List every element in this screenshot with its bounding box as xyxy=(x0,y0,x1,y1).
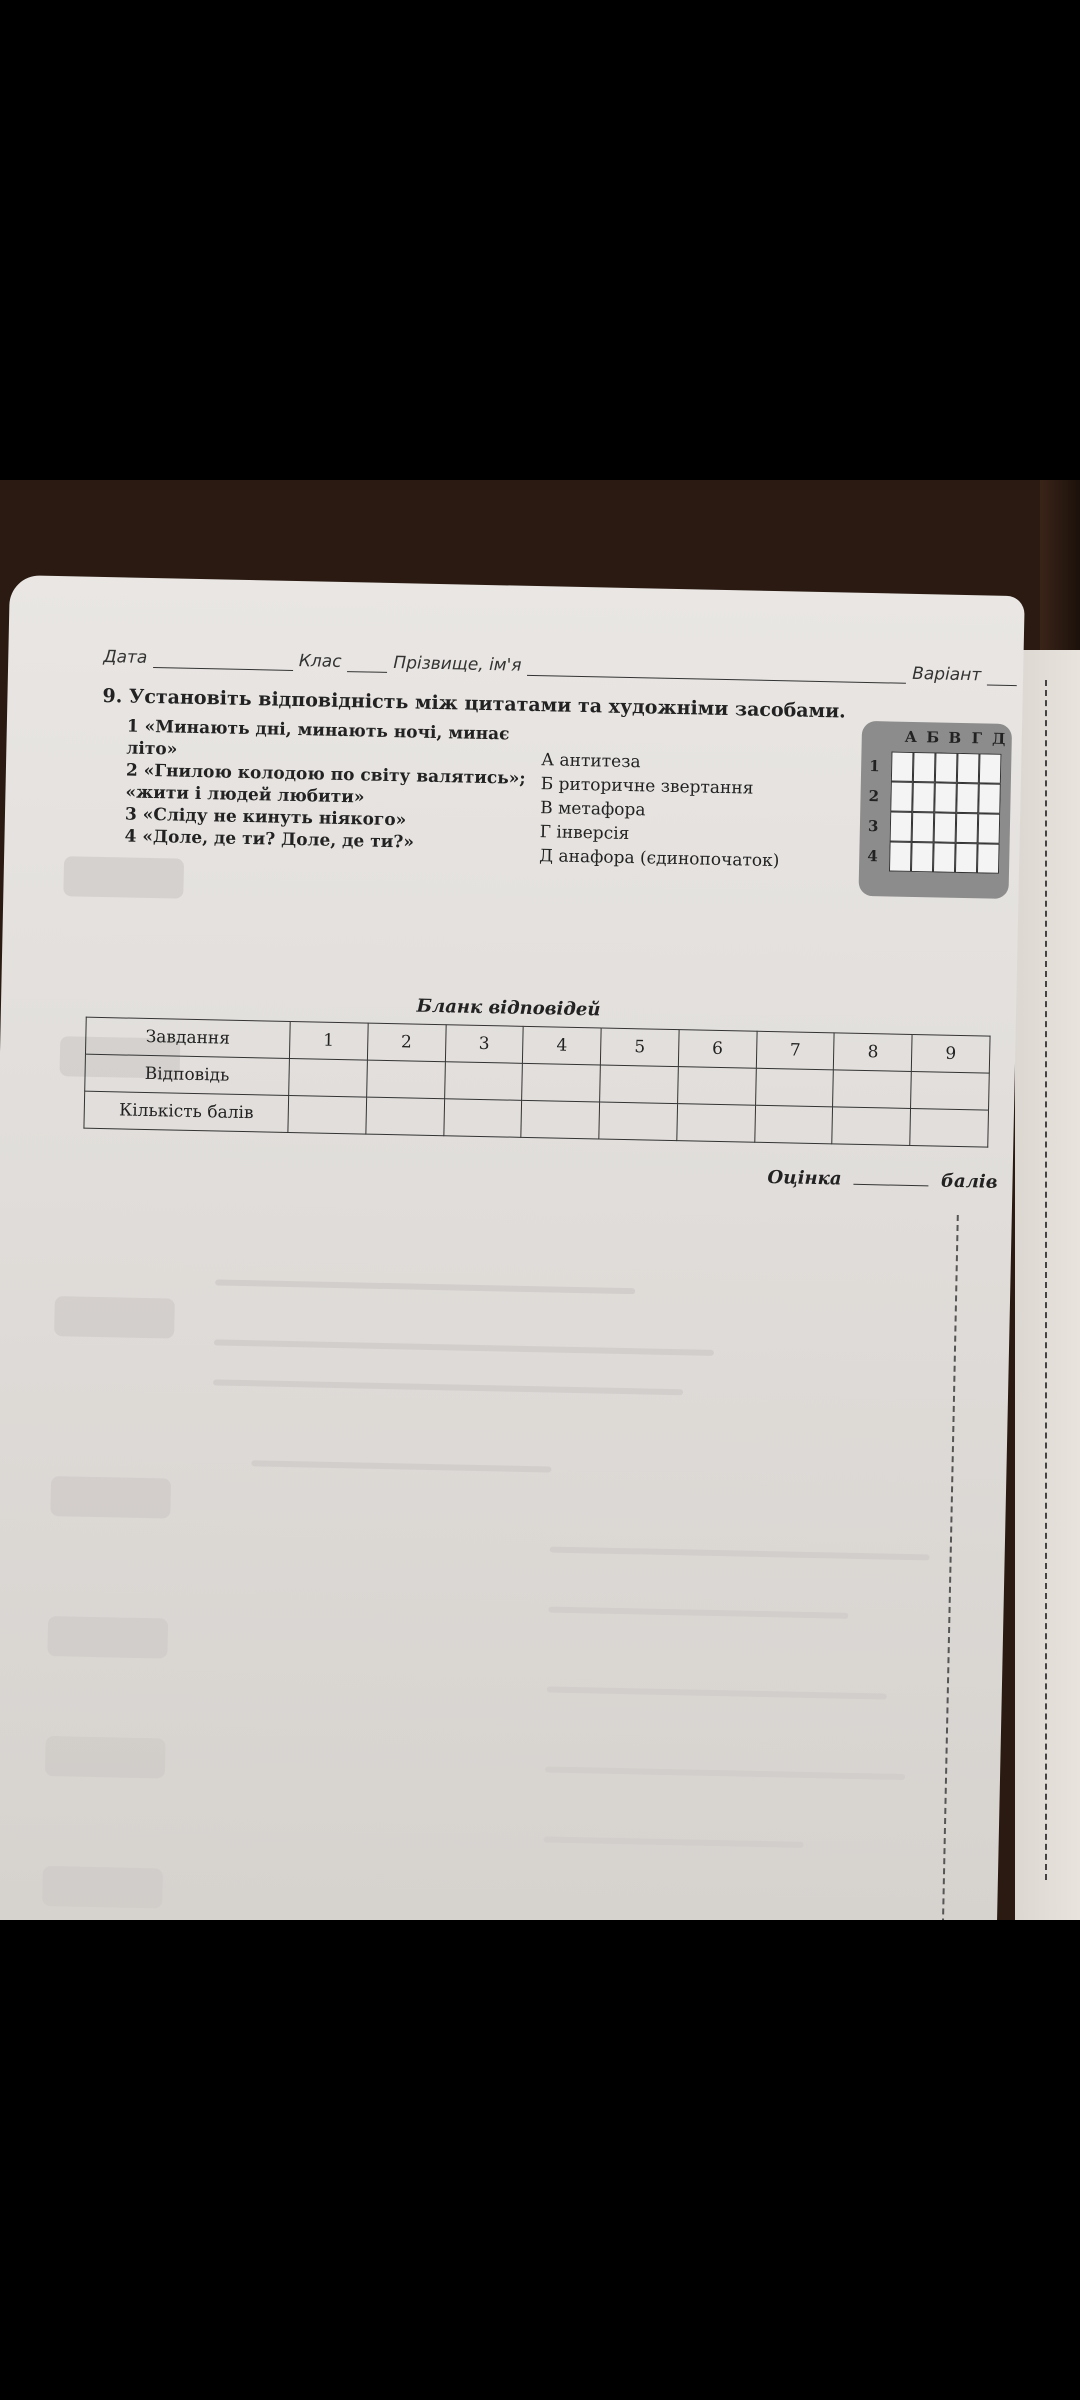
header-line xyxy=(103,647,1023,686)
date-label: Дата xyxy=(103,646,148,668)
workbook-page xyxy=(0,575,1025,1920)
option-item: А антитеза xyxy=(541,750,641,773)
table-row: Відповідь xyxy=(85,1054,990,1110)
matching-grid-rows: 1 2 3 4 xyxy=(867,757,880,866)
quote-item: 1 «Минають дні, минають ночі, минає літо» xyxy=(126,716,510,760)
grade-unit: балів xyxy=(940,1170,998,1193)
class-label: Клас xyxy=(298,651,342,672)
option-item: Г інверсія xyxy=(539,822,630,845)
variant-label: Варіант xyxy=(911,663,982,686)
class-field[interactable] xyxy=(347,655,387,673)
name-field[interactable] xyxy=(527,659,906,684)
grade-line xyxy=(767,1166,997,1193)
photo-background xyxy=(0,480,1080,1920)
matching-grid xyxy=(858,721,1012,899)
quote-item: 2 «Гнилою колодою по світу валятись»; «жити і людей любити» xyxy=(125,760,526,808)
page-stack-edge xyxy=(1015,650,1080,1920)
cut-line xyxy=(1045,680,1047,1880)
option-item: В метафора xyxy=(540,798,646,821)
date-field[interactable] xyxy=(153,651,293,671)
grade-label: Оцінка xyxy=(767,1166,842,1190)
option-item: Д анафора (єдинопочаток) xyxy=(539,846,780,872)
quote-item: 4 «Доле, де ти? Доле, де ти?» xyxy=(124,826,415,853)
quotes-list xyxy=(124,715,527,855)
quote-item: 3 «Сліду не кинуть ніякого» xyxy=(124,804,407,831)
page-fold-line xyxy=(940,1215,958,1920)
grade-field[interactable] xyxy=(854,1168,929,1187)
name-label: Прізвище, ім'я xyxy=(393,653,522,676)
variant-field[interactable] xyxy=(987,668,1017,686)
table-row: Кількість балів xyxy=(84,1091,989,1147)
task-title: 9. Установіть відповідність між цитатами та художніми засобами. xyxy=(102,684,847,723)
matching-grid-cells[interactable] xyxy=(889,751,1001,873)
answer-sheet-title: Бланк відповідей xyxy=(416,995,601,1021)
option-item: Б риторичне звертання xyxy=(540,774,754,799)
answer-table xyxy=(83,1017,990,1148)
matching-grid-columns: А Б В Г Д xyxy=(904,727,1006,748)
options-list xyxy=(539,748,871,875)
table-row: Завдання 1 2 3 4 5 6 7 8 9 xyxy=(85,1017,990,1073)
